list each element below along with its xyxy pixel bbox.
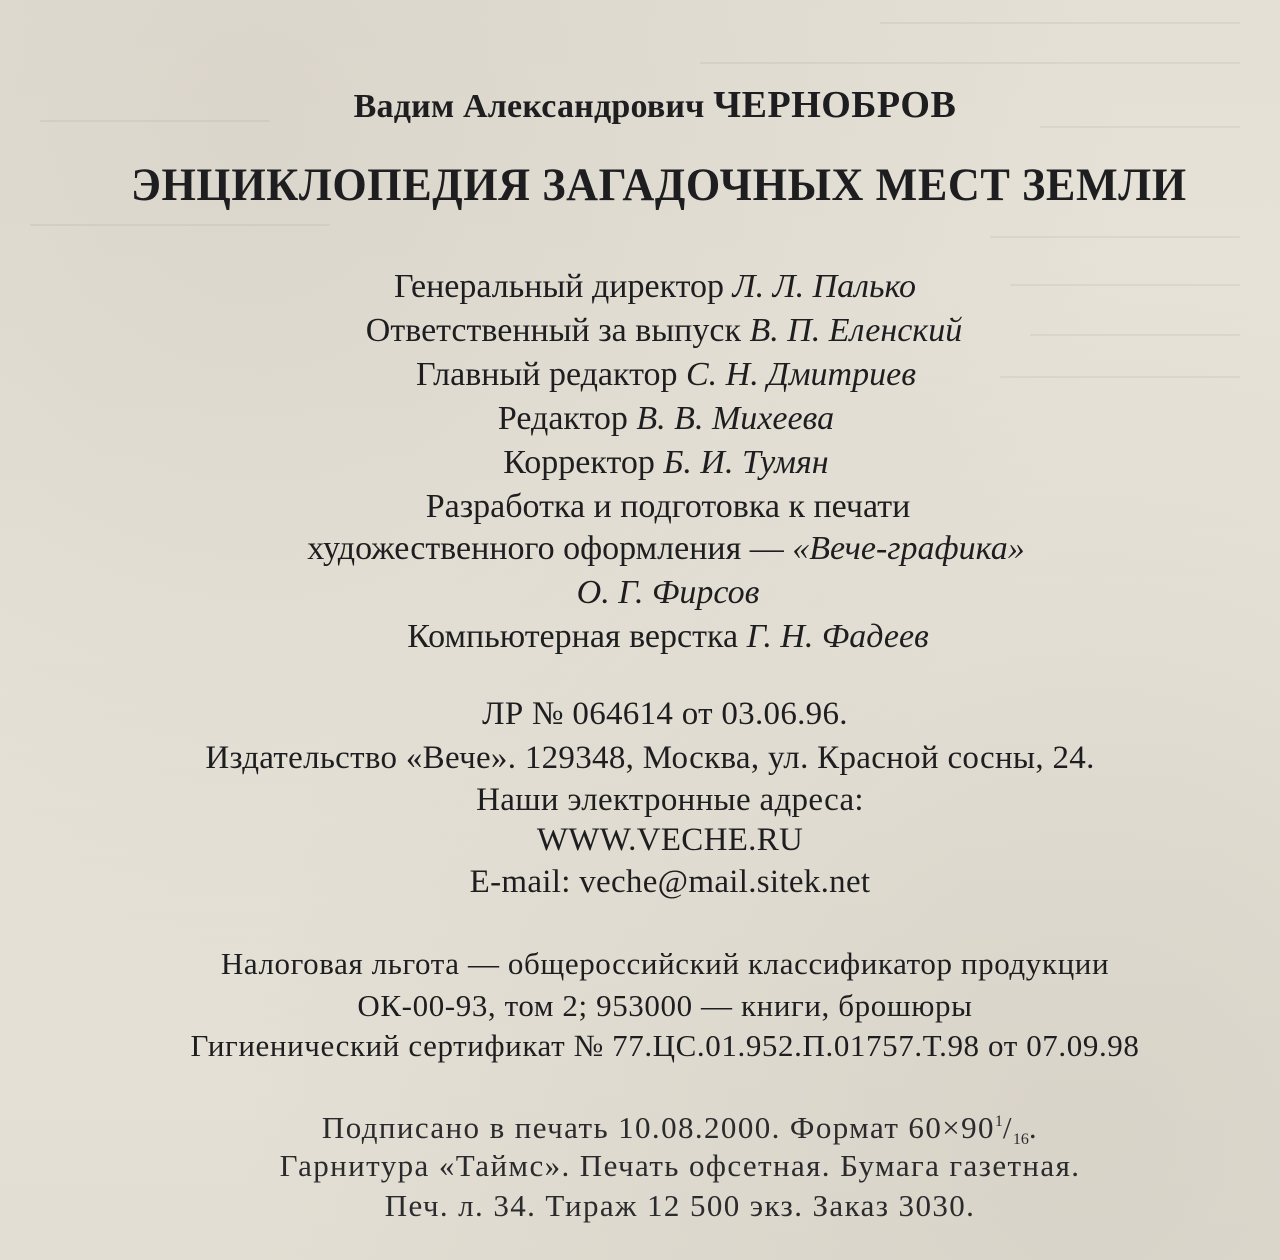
credit-role: Главный редактор: [416, 356, 678, 393]
design-studio: «Вече-графика»: [792, 530, 1025, 567]
credit-person: В. П. Еленский: [749, 312, 963, 349]
publisher-address: Издательство «Вече». 129348, Москва, ул. Красной сосны, 24.: [205, 740, 1095, 776]
credit-role: Редактор: [497, 400, 628, 437]
format-subscript: 16: [1012, 1131, 1029, 1148]
credit-chief-editor: [0, 358, 1280, 392]
design-role: художественного оформления —: [307, 530, 784, 567]
credit-role: Корректор: [503, 444, 655, 481]
credit-role: Компьютерная верстка: [407, 618, 739, 655]
electronic-addresses-label: Наши электронные адреса:: [476, 782, 864, 818]
credit-editor: [0, 402, 1280, 436]
credit-role: Генеральный директор: [393, 268, 725, 305]
publisher-license: ЛР № 064614 от 03.06.96.: [482, 696, 848, 732]
format-slash: /: [1002, 1110, 1013, 1145]
author-surname: ЧЕРНОБРОВ: [713, 84, 957, 126]
format-superscript: 1: [994, 1113, 1003, 1130]
credit-release-manager: [0, 314, 1280, 348]
credit-computer-layout: [0, 620, 1280, 654]
print-typeface-paper: Гарнитура «Таймс». Печать офсетная. Бумага газетная.: [279, 1148, 1081, 1183]
credit-person: Л. Л. Палько: [732, 268, 917, 305]
credit-general-director: [0, 270, 1280, 304]
author-first-names: Вадим Александрович: [353, 88, 705, 125]
credit-person: Б. И. Тумян: [663, 444, 829, 481]
tax-line-1: Налоговая льгота — общероссийский классификатор продукции: [220, 946, 1110, 981]
credit-person: Г. Н. Фадеев: [746, 618, 929, 655]
design-line-1: Разработка и подготовка к печати: [425, 488, 911, 525]
format-end: .: [1028, 1110, 1039, 1145]
print-signed-format: [0, 1112, 1280, 1148]
author-line: [0, 86, 1280, 124]
designer-name: О. Г. Фирсов: [576, 574, 760, 611]
tax-line-2: ОК-00-93, том 2; 953000 — книги, брошюры: [357, 988, 973, 1023]
credit-person: В. В. Михеева: [636, 400, 835, 437]
design-line-2: [0, 532, 1280, 566]
credit-person: С. Н. Дмитриев: [686, 356, 916, 393]
credit-role: Ответственный за выпуск: [365, 312, 741, 349]
credit-proofreader: [0, 446, 1280, 480]
book-title: ЭНЦИКЛОПЕДИЯ ЗАГАДОЧНЫХ МЕСТ ЗЕМЛИ: [130, 159, 1187, 211]
publisher-email: E-mail: veche@mail.sitek.net: [469, 864, 871, 900]
print-run-order: Печ. л. 34. Тираж 12 500 экз. Заказ 3030.: [384, 1188, 976, 1223]
hygiene-certificate: Гигиенический сертификат № 77.ЦС.01.952.П.01757.Т.98 от 07.09.98: [190, 1028, 1140, 1063]
print-signed-text: Подписано в печать 10.08.2000. Формат 60×90: [321, 1110, 995, 1145]
publisher-website: WWW.VECHE.RU: [536, 822, 804, 858]
